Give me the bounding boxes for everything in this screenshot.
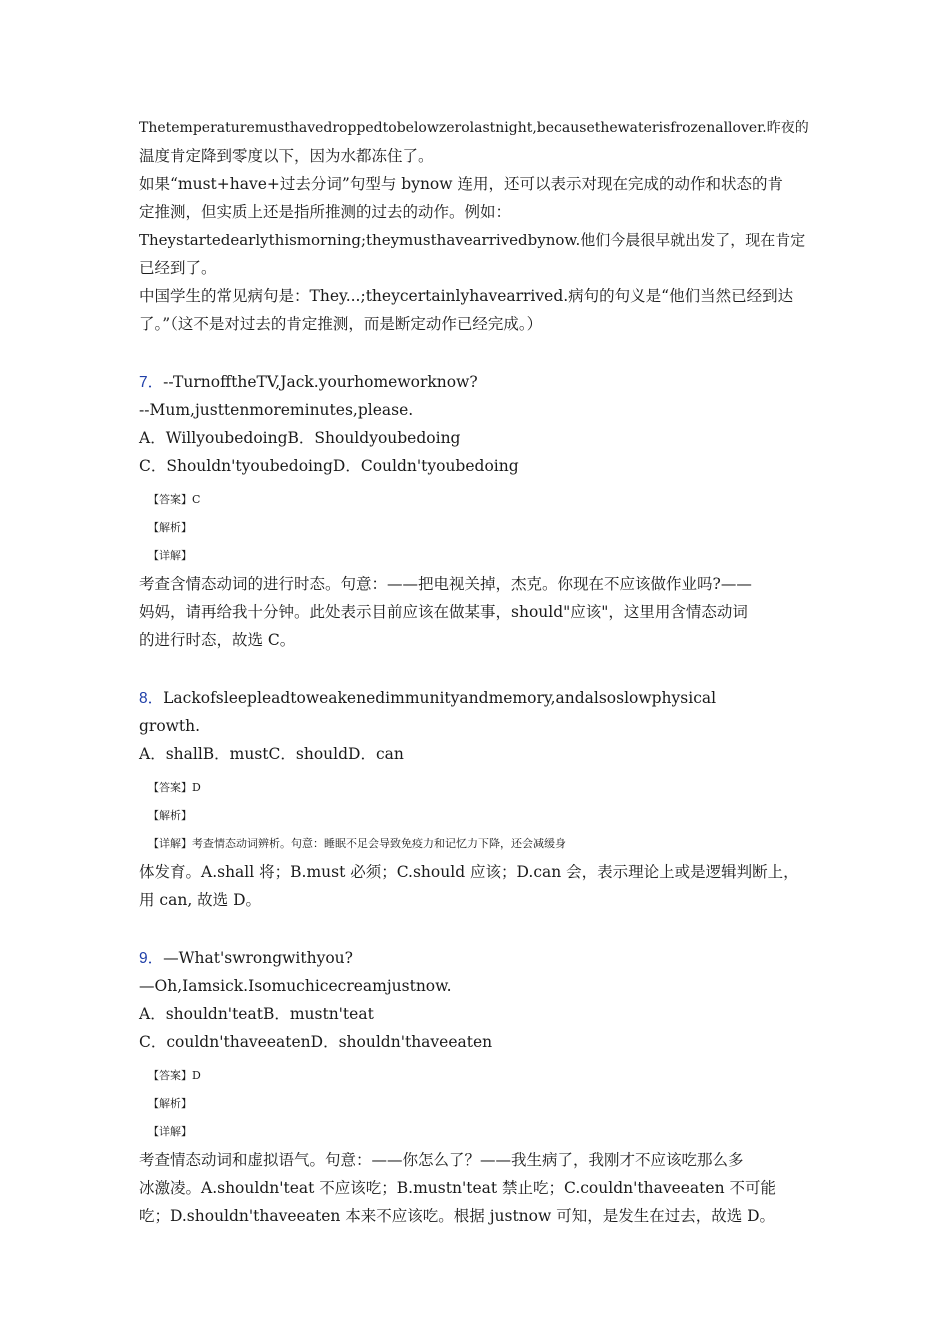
option-line: C．Shouldn'tyoubedoingD．Couldn'tyoubedoing (139, 457, 519, 475)
question-7 (139, 368, 811, 654)
question-number: 9． (139, 950, 164, 967)
question-stem (139, 368, 811, 396)
option-line: A．shallB．mustC．shouldD．can (139, 745, 404, 763)
section-gap (139, 654, 811, 684)
question-number: 7． (139, 374, 164, 391)
question-text: —What'swrongwithyou? (163, 949, 353, 967)
detail-line: 的进行时态，故选 C。 (139, 631, 296, 649)
document-page (139, 114, 811, 1230)
answer-line: 【答案】D (148, 781, 201, 794)
question-text: Lackofsleepleadtoweakenedimmunityandmemory,andalsoslowphysical (163, 689, 717, 707)
option-line: A．WillyoubedoingB．Shouldyoubedoing (139, 429, 461, 447)
detail-line: 用 can, 故选 D。 (139, 891, 262, 909)
detail-label: 【详解】 (148, 549, 192, 562)
question-stem (139, 684, 811, 712)
question-number: 8． (139, 690, 164, 707)
question-9 (139, 944, 811, 1230)
option-line: C．couldn'thaveeatenD．shouldn'thaveeaten (139, 1033, 493, 1051)
section-gap (139, 338, 811, 368)
intro-line: 中国学生的常见病句是：They...;theycertainlyhavearrived.病句的句义是“他们当然已经到达 (139, 287, 794, 305)
option-line: A．shouldn'teatB．mustn'teat (139, 1005, 374, 1023)
intro-line: 已经到了。 (139, 259, 217, 277)
detail-line: 【详解】考查情态动词辨析。句意：睡眠不足会导致免疫力和记忆力下降，还会减缓身 (148, 837, 566, 850)
detail-line: 妈妈，请再给我十分钟。此处表示目前应该在做某事，should"应该"，这里用含情态动词 (139, 603, 748, 621)
question-stem (139, 944, 811, 972)
intro-line: 温度肯定降到零度以下，因为水都冻住了。 (139, 147, 434, 165)
question-line: —Oh,Iamsick.Isomuchicecreamjustnow. (139, 977, 452, 995)
detail-line: 冰激凌。A.shouldn'teat 不应该吃；B.mustn'teat 禁止吃；C.couldn'thaveeaten 不可能 (139, 1179, 776, 1197)
analysis-label: 【解析】 (148, 1097, 192, 1110)
section-gap (139, 914, 811, 944)
question-line: growth. (139, 717, 201, 735)
detail-line: 体发育。A.shall 将；B.must 必须；C.should 应该；D.can 会，表示理论上或是逻辑判断上， (139, 863, 799, 881)
answer-line: 【答案】C (148, 493, 201, 506)
intro-line: 定推测，但实质上还是指所推测的过去的动作。例如： (139, 203, 512, 221)
analysis-label: 【解析】 (148, 521, 192, 534)
analysis-label: 【解析】 (148, 809, 192, 822)
detail-line: 考查情态动词和虚拟语气。句意：——你怎么了？——我生病了，我刚才不应该吃那么多 (139, 1151, 744, 1169)
intro-line: Thetemperaturemusthavedroppedtobelowzerolastnight,becausethewaterisfrozenallover.昨夜的 (139, 120, 809, 136)
question-8 (139, 684, 811, 914)
intro-section (139, 114, 811, 338)
detail-line: 考查含情态动词的进行时态。句意：——把电视关掉，杰克。你现在不应该做作业吗?—— (139, 575, 752, 593)
intro-line: 如果“must+have+过去分词”句型与 bynow 连用，还可以表示对现在完成的动作和状态的肯 (139, 175, 783, 193)
question-text: --TurnofftheTV,Jack.yourhomeworknow? (163, 373, 478, 391)
answer-line: 【答案】D (148, 1069, 201, 1082)
detail-label: 【详解】 (148, 1125, 192, 1138)
question-line: --Mum,justtenmoreminutes,please. (139, 401, 414, 419)
intro-line: 了。”（这不是对过去的肯定推测，而是断定动作已经完成。） (139, 315, 543, 333)
intro-line: Theystartedearlythismorning;theymusthavearrivedbynow.他们今晨很早就出发了，现在肯定 (139, 231, 806, 249)
detail-line: 吃；D.shouldn'thaveeaten 本来不应该吃。根据 justnow 可知，是发生在过去，故选 D。 (139, 1207, 776, 1225)
